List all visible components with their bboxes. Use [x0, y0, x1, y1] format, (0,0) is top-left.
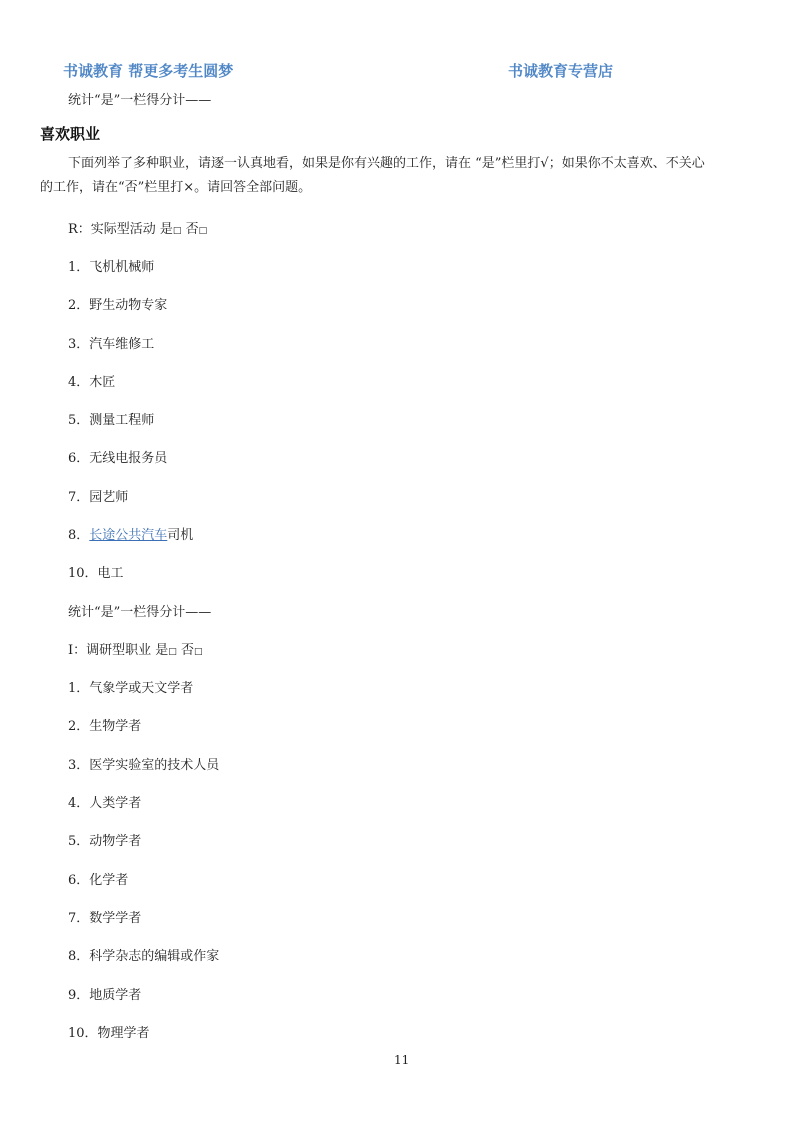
- header-right: 书诚教育专营店: [508, 62, 614, 80]
- section-i-label: I：调研型职业 是: [68, 643, 169, 658]
- header-left: 书诚教育 帮更多考生圆梦: [63, 62, 234, 80]
- list-item: 6．无线电报务员: [68, 451, 168, 466]
- section-r-heading: [68, 218, 207, 237]
- bus-link[interactable]: 长途公共汽车: [89, 528, 168, 543]
- list-item: 5．动物学者: [68, 834, 142, 849]
- intro-line-2: 的工作，请在“否”栏里打×。请回答全部问题。: [40, 180, 312, 195]
- list-item: 2．生物学者: [68, 719, 142, 734]
- list-item: 7．园艺师: [68, 490, 129, 505]
- checkbox-no[interactable]: □: [193, 647, 203, 657]
- checkbox-no[interactable]: □: [198, 226, 208, 236]
- list-item: 1．气象学或天文学者: [68, 681, 194, 696]
- section-r-tally: 统计“是”一栏得分计——: [68, 605, 212, 620]
- page-number: 11: [394, 1053, 410, 1067]
- list-item: 4．人类学者: [68, 796, 142, 811]
- no-label: 否: [185, 222, 199, 237]
- item-number: 8．: [68, 528, 90, 543]
- list-item: 8．科学杂志的编辑或作家: [68, 949, 220, 964]
- checkbox-yes[interactable]: □: [168, 647, 177, 657]
- top-tally: 统计“是”一栏得分计——: [68, 93, 212, 108]
- list-item: 10．电工: [68, 566, 124, 581]
- list-item: 9．地质学者: [68, 988, 142, 1003]
- list-item: 10．物理学者: [68, 1026, 150, 1041]
- list-item: 3．汽车维修工: [68, 337, 155, 352]
- checkbox-yes[interactable]: □: [172, 226, 182, 236]
- list-item-8: [68, 524, 193, 543]
- no-label: 否: [180, 643, 194, 658]
- list-item: 5．测量工程师: [68, 413, 155, 428]
- section-title: 喜欢职业: [40, 125, 101, 143]
- section-i-heading: [68, 639, 202, 658]
- list-item: 2．野生动物专家: [68, 298, 168, 313]
- list-item: 6．化学者: [68, 873, 129, 888]
- list-item: 1．飞机机械师: [68, 260, 155, 275]
- list-item: 4．木匠: [68, 375, 116, 390]
- item-suffix: 司机: [167, 528, 194, 543]
- section-r-label: R：实际型活动 是: [68, 222, 173, 237]
- list-item: 3．医学实验室的技术人员: [68, 758, 220, 773]
- intro-line-1: 下面列举了多种职业，请逐一认真地看，如果是你有兴趣的工作，请在 “是”栏里打√；如果你不太喜欢、不关心: [68, 156, 705, 171]
- list-item: 7．数学学者: [68, 911, 142, 926]
